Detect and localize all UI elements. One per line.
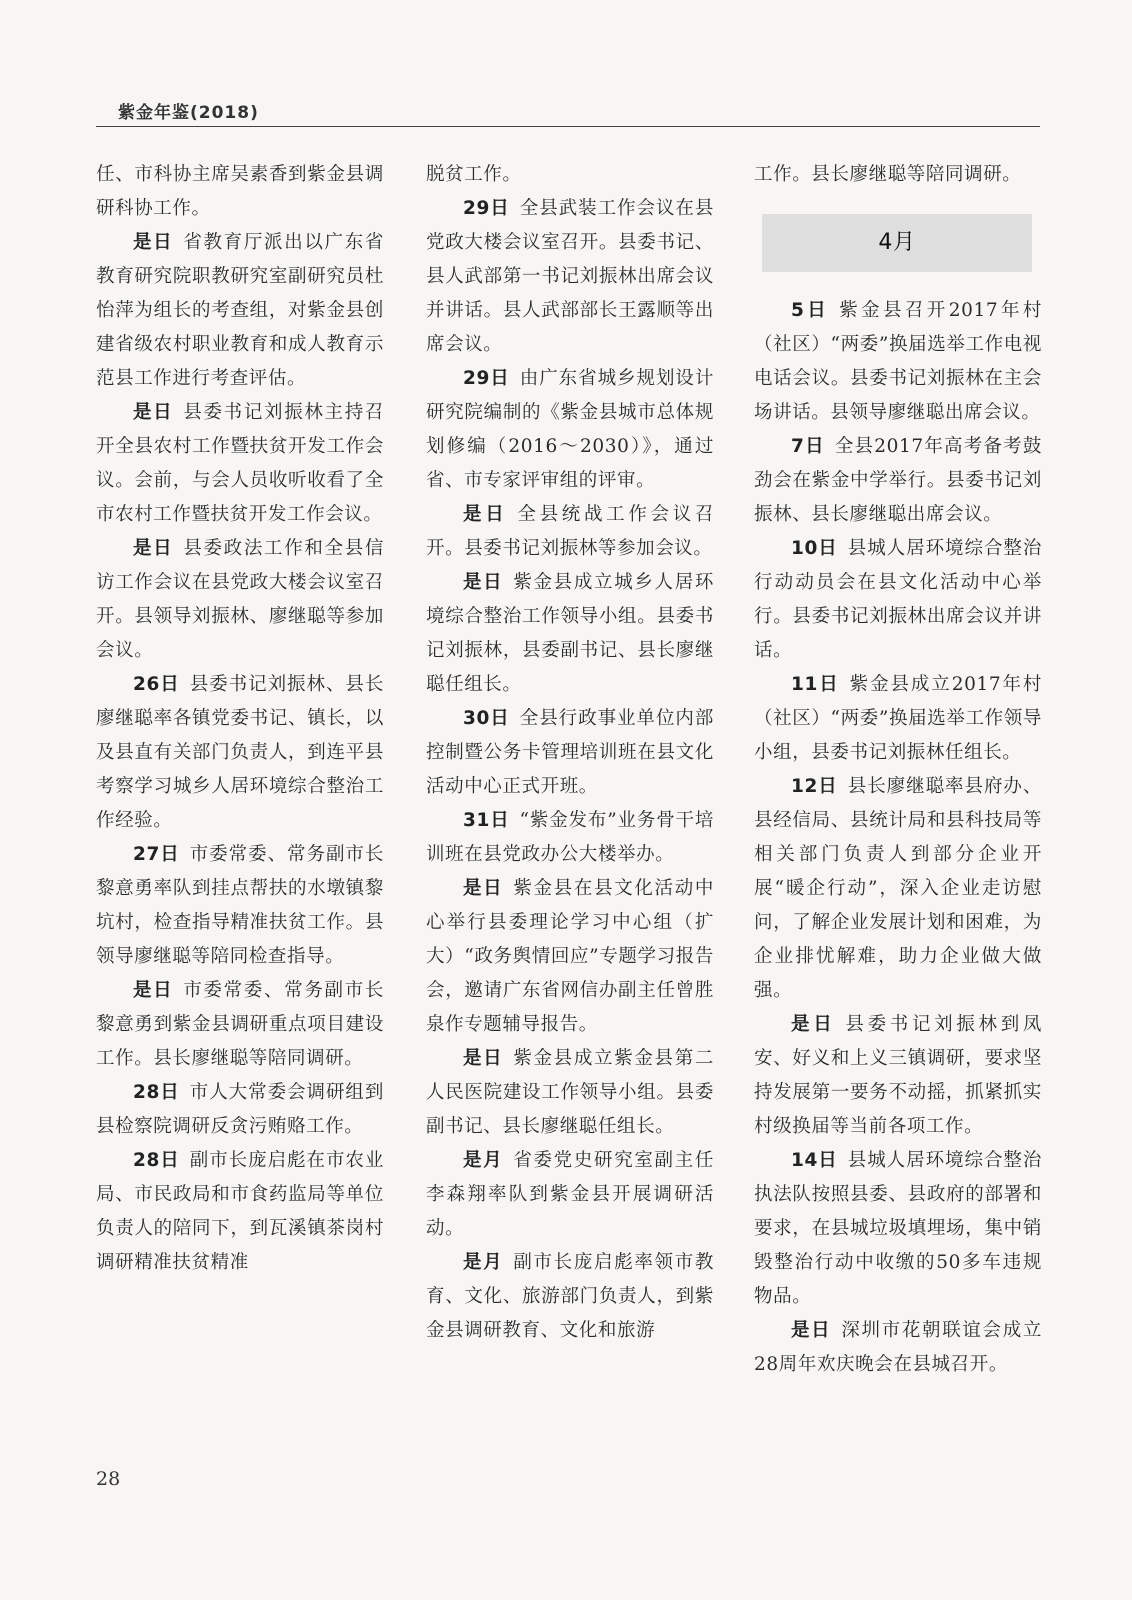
entry-paragraph bbox=[754, 532, 1042, 668]
month-entries bbox=[754, 294, 1042, 1382]
entry-date: 28日 bbox=[133, 1150, 180, 1171]
entry-text: 全县行政事业单位内部控制暨公务卡管理培训班在县文化活动中心正式开班。 bbox=[426, 708, 714, 797]
entry-paragraph bbox=[754, 1008, 1042, 1144]
entry-text: 紫金县成立2017年村（社区）“两委”换届选举工作领导小组，县委书记刘振林任组长。 bbox=[754, 674, 1043, 763]
entry-date: 31日 bbox=[463, 810, 510, 831]
entry-paragraph bbox=[754, 294, 1042, 430]
entry-paragraph bbox=[754, 668, 1042, 770]
entry-text: 市委常委、常务副市长黎意勇率队到挂点帮扶的水墩镇黎坑村，检查指导精准扶贫工作。县领导廖继聪等陪同检查指导。 bbox=[96, 844, 384, 967]
entry-text: 紫金县在县文化活动中心举行县委理论学习中心组（扩大）“政务舆情回应”专题学习报告会，邀请广东省网信办副主任曾胜泉作专题辅导报告。 bbox=[426, 878, 714, 1035]
entry-date: 12日 bbox=[791, 776, 838, 797]
entry-date: 11日 bbox=[791, 674, 840, 695]
entry-text: 县委书记刘振林、县长廖继聪率各镇党委书记、镇长，以及县直有关部门负责人，到连平县考察学习城乡人居环境综合整治工作经验。 bbox=[96, 674, 384, 831]
entry-paragraph bbox=[426, 1042, 714, 1144]
entry-paragraph bbox=[426, 566, 714, 702]
entry-date: 是日 bbox=[463, 572, 504, 593]
entry-date: 是日 bbox=[463, 878, 504, 899]
entry-paragraph bbox=[96, 226, 384, 396]
entry-paragraph bbox=[426, 1144, 714, 1246]
column-2 bbox=[426, 158, 714, 1348]
entry-text: 深圳市花朝联谊会成立28周年欢庆晚会在县城召开。 bbox=[754, 1320, 1042, 1375]
entry-date: 10日 bbox=[791, 538, 838, 559]
entry-text: 市委常委、常务副市长黎意勇到紫金县调研重点项目建设工作。县长廖继聪等陪同调研。 bbox=[96, 980, 384, 1069]
column-1 bbox=[96, 158, 384, 1280]
entry-paragraph bbox=[426, 702, 714, 804]
entry-paragraph bbox=[754, 158, 1042, 192]
entry-date: 30日 bbox=[463, 708, 510, 729]
entry-text: 市人大常委会调研组到县检察院调研反贪污贿赂工作。 bbox=[96, 1082, 384, 1137]
entry-date: 是日 bbox=[463, 1048, 504, 1069]
entry-date: 是月 bbox=[463, 1150, 504, 1171]
entry-text: 全县2017年高考备考鼓劲会在紫金中学举行。县委书记刘振林、县长廖继聪出席会议。 bbox=[754, 436, 1042, 525]
entry-text: 紫金县成立紫金县第二人民医院建设工作领导小组。县委副书记、县长廖继聪任组长。 bbox=[426, 1048, 714, 1137]
entry-paragraph bbox=[754, 430, 1042, 532]
entry-text: 脱贫工作。 bbox=[426, 164, 522, 185]
entry-paragraph bbox=[426, 362, 714, 498]
entry-paragraph bbox=[426, 158, 714, 192]
entry-text: 省教育厅派出以广东省教育研究院职教研究室副研究员杜怡萍为组长的考查组，对紫金县创建省级农村职业教育和成人教育示范县工作进行考查评估。 bbox=[96, 232, 384, 389]
entry-text: 由广东省城乡规划设计研究院编制的《紫金县城市总体规划修编（2016～2030）》，通过省、市专家评审组的评审。 bbox=[426, 368, 714, 491]
entry-text: 副市长庞启彪在市农业局、市民政局和市食药监局等单位负责人的陪同下，到瓦溪镇茶岗村调研精准扶贫精准 bbox=[96, 1150, 384, 1273]
entry-paragraph bbox=[96, 668, 384, 838]
entry-date: 是日 bbox=[463, 504, 508, 525]
entry-text: 任、市科协主席吴素香到紫金县调研科协工作。 bbox=[96, 164, 384, 219]
entry-paragraph bbox=[426, 498, 714, 566]
entry-paragraph bbox=[96, 1076, 384, 1144]
column-3 bbox=[754, 158, 1042, 1382]
entry-text: 县委书记刘振林主持召开全县农村工作暨扶贫开发工作会议。会前，与会人员收听收看了全市农村工作暨扶贫开发工作会议。 bbox=[96, 402, 384, 525]
entry-date: 26日 bbox=[133, 674, 180, 695]
entry-text: 全县统战工作会议召开。县委书记刘振林等参加会议。 bbox=[426, 504, 715, 559]
entry-text: 工作。县长廖继聪等陪同调研。 bbox=[754, 164, 1022, 185]
entry-date: 是日 bbox=[791, 1320, 832, 1341]
entry-text: 县城人居环境综合整治行动动员会在县文化活动中心举行。县委书记刘振林出席会议并讲话。 bbox=[754, 538, 1042, 661]
entry-date: 是日 bbox=[133, 980, 174, 1001]
entry-paragraph bbox=[96, 974, 384, 1076]
entry-date: 28日 bbox=[133, 1082, 180, 1103]
entry-date: 29日 bbox=[463, 368, 510, 389]
entry-date: 是月 bbox=[463, 1252, 504, 1273]
entry-text: 全县武装工作会议在县党政大楼会议室召开。县委书记、县人武部第一书记刘振林出席会议并讲话。县人武部部长王露顺等出席会议。 bbox=[426, 198, 714, 355]
entry-paragraph bbox=[754, 1144, 1042, 1314]
entry-date: 14日 bbox=[791, 1150, 838, 1171]
entry-text: “紫金发布”业务骨干培训班在县党政办公大楼举办。 bbox=[426, 810, 714, 865]
entry-paragraph bbox=[426, 804, 714, 872]
entry-date: 27日 bbox=[133, 844, 180, 865]
entry-text: 紫金县召开2017年村（社区）“两委”换届选举工作电视电话会议。县委书记刘振林在主会场讲话。县领导廖继聪出席会议。 bbox=[754, 300, 1042, 423]
entry-date: 是日 bbox=[133, 232, 174, 253]
entry-text: 县委政法工作和全县信访工作会议在县党政大楼会议室召开。县领导刘振林、廖继聪等参加会议。 bbox=[96, 538, 384, 661]
page-number: 28 bbox=[96, 1468, 121, 1490]
month-heading-box bbox=[762, 214, 1032, 272]
entry-date: 是日 bbox=[791, 1014, 836, 1035]
entry-date: 5日 bbox=[791, 300, 830, 321]
header-rule bbox=[96, 126, 1040, 127]
entry-paragraph bbox=[96, 158, 384, 226]
entry-text: 县城人居环境综合整治执法队按照县委、县政府的部署和要求，在县城垃圾填埋场，集中销毁整治行动中收缴的50多车违规物品。 bbox=[754, 1150, 1042, 1307]
entry-paragraph bbox=[96, 838, 384, 974]
entry-paragraph bbox=[754, 1314, 1042, 1382]
entry-text: 副市长庞启彪率领市教育、文化、旅游部门负责人，到紫金县调研教育、文化和旅游 bbox=[426, 1252, 714, 1341]
entry-text: 县长廖继聪率县府办、县经信局、县统计局和县科技局等相关部门负责人到部分企业开展“暖企行动”，深入企业走访慰问，了解企业发展计划和困难，为企业排忧解难，助力企业做大做强。 bbox=[754, 776, 1042, 1001]
entry-paragraph bbox=[96, 396, 384, 532]
entry-text: 省委党史研究室副主任李森翔率队到紫金县开展调研活动。 bbox=[426, 1150, 714, 1239]
entry-date: 是日 bbox=[133, 538, 174, 559]
entry-paragraph bbox=[426, 872, 714, 1042]
month-heading: 4月 bbox=[878, 230, 916, 255]
entry-date: 29日 bbox=[463, 198, 510, 219]
entry-paragraph bbox=[96, 532, 384, 668]
entry-paragraph bbox=[426, 192, 714, 362]
running-header-title: 紫金年鉴(2018) bbox=[118, 103, 259, 123]
entry-paragraph bbox=[96, 1144, 384, 1280]
entry-date: 是日 bbox=[133, 402, 174, 423]
entry-text: 县委书记刘振林到凤安、好义和上义三镇调研，要求坚持发展第一要务不动摇，抓紧抓实村级换届等当前各项工作。 bbox=[754, 1014, 1043, 1137]
entry-date: 7日 bbox=[791, 436, 825, 457]
entry-text: 紫金县成立城乡人居环境综合整治工作领导小组。县委书记刘振林，县委副书记、县长廖继聪任组长。 bbox=[426, 572, 714, 695]
entry-paragraph bbox=[754, 770, 1042, 1008]
entry-paragraph bbox=[426, 1246, 714, 1348]
